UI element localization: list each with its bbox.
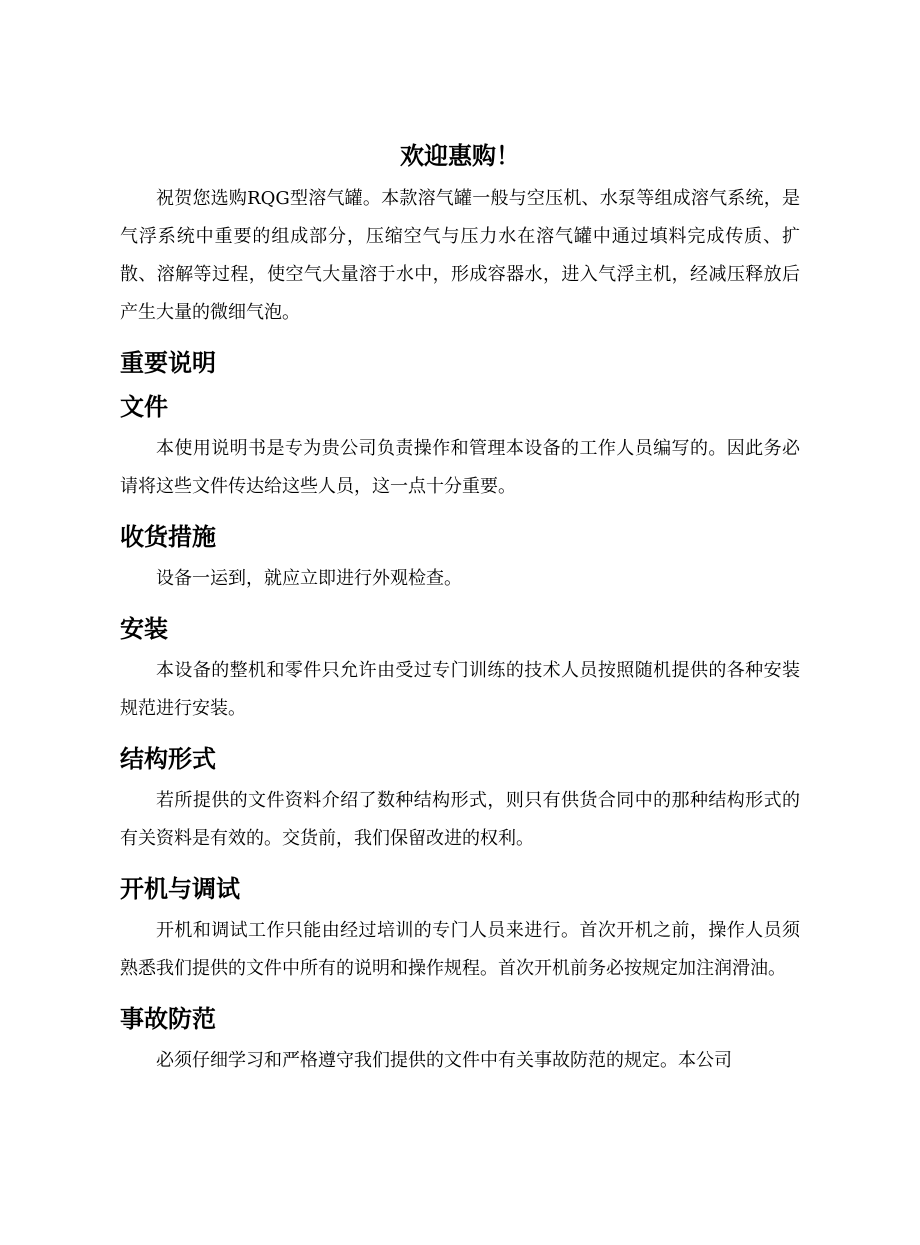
paragraph-structure: 若所提供的文件资料介绍了数种结构形式，则只有供货合同中的那种结构形式的有关资料是有效的。交货前，我们保留改进的权利。 xyxy=(120,790,800,849)
heading-installation: 安装 xyxy=(120,615,168,643)
paragraph-startup: 开机和调试工作只能由经过培训的专门人员来进行。首次开机之前，操作人员须熟悉我们提供的文件中所有的说明和操作规程。首次开机前务必按规定加注润滑油。 xyxy=(120,920,800,979)
intro-paragraph: 祝贺您选购RQG型溶气罐。本款溶气罐一般与空压机、水泵等组成溶气系统，是气浮系统中重要的组成部分，压缩空气与压力水在溶气罐中通过填料完成传质、扩散、溶解等过程，使空气大量溶于水中，形成容器水，进入气浮主机，经减压释放后产生大量的微细气泡。 xyxy=(120,188,800,323)
document-page xyxy=(120,132,800,1080)
heading-structure: 结构形式 xyxy=(120,745,216,773)
heading-accident-prevention: 事故防范 xyxy=(120,1005,216,1033)
paragraph-documents: 本使用说明书是专为贵公司负责操作和管理本设备的工作人员编写的。因此务必请将这些文件传达给这些人员，这一点十分重要。 xyxy=(120,438,800,497)
paragraph-receiving: 设备一运到，就应立即进行外观检查。 xyxy=(156,568,462,589)
heading-important-notes: 重要说明 xyxy=(120,349,216,377)
paragraph-accident-prevention: 必须仔细学习和严格遵守我们提供的文件中有关事故防范的规定。本公司 xyxy=(156,1050,732,1071)
page-title: 欢迎惠购！ xyxy=(400,142,520,170)
heading-startup: 开机与调试 xyxy=(120,875,240,903)
heading-documents: 文件 xyxy=(120,393,168,421)
heading-receiving: 收货措施 xyxy=(120,523,216,551)
paragraph-installation: 本设备的整机和零件只允许由受过专门训练的技术人员按照随机提供的各种安装规范进行安装。 xyxy=(120,660,800,719)
